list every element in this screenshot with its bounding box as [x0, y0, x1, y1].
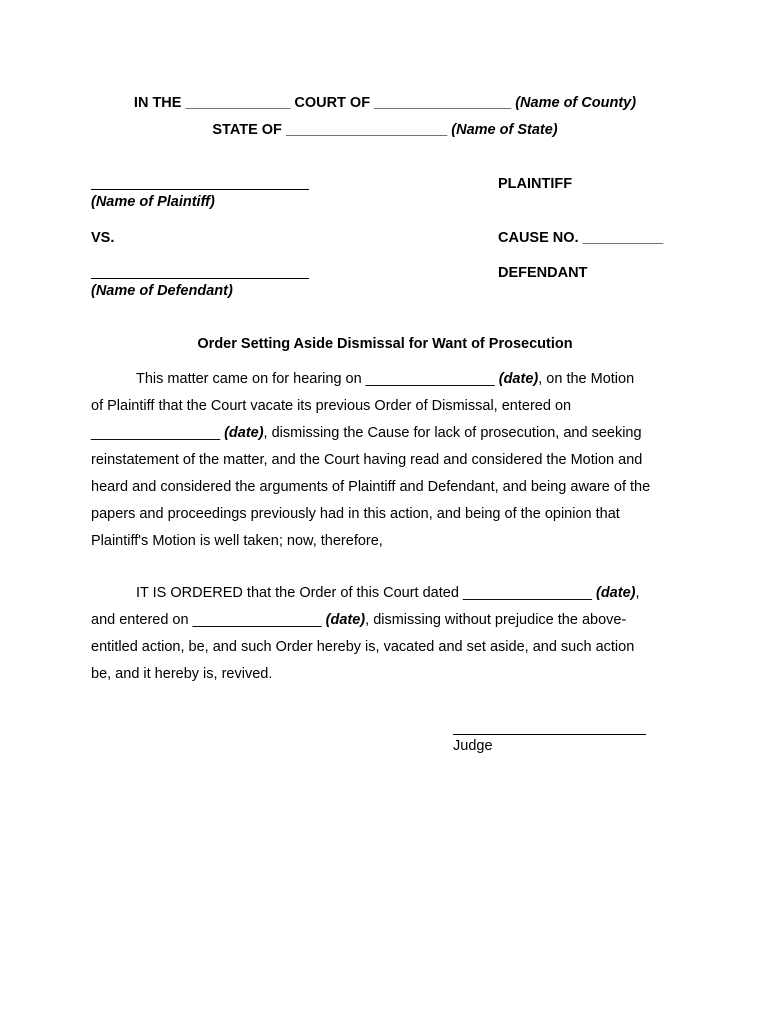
plaintiff-label: PLAINTIFF	[498, 176, 573, 192]
paragraph-1-line-7: Plaintiff's Motion is well taken; now, therefore,	[91, 533, 383, 549]
state-header-text: STATE OF ____________________	[212, 122, 448, 138]
plaintiff-name-line	[91, 189, 309, 190]
defendant-caption: (Name of Defendant)	[91, 283, 233, 299]
date-placeholder: (date)	[325, 612, 366, 628]
text-run: , dismissing without prejudice the above-	[365, 612, 627, 628]
date-placeholder: (date)	[498, 371, 539, 387]
paragraph-2	[91, 580, 640, 688]
court-header-line-2	[0, 121, 770, 139]
text-run: IT IS ORDERED that the Order of this Court dated ________________	[136, 585, 596, 601]
paragraph-1-line-5: heard and considered the arguments of Plaintiff and Defendant, and being aware of the	[91, 479, 651, 495]
court-header-text: IN THE _____________ COURT OF _________________	[133, 95, 512, 111]
defendant-label: DEFENDANT	[498, 265, 588, 281]
text-run: , dismissing the Cause for lack of prosecution, and seeking	[263, 425, 642, 441]
defendant-name-line	[91, 278, 309, 279]
court-header-line-1	[0, 94, 770, 112]
plaintiff-caption: (Name of Plaintiff)	[91, 194, 215, 210]
paragraph-2-line-1	[91, 580, 640, 607]
text-run: ________________	[91, 425, 225, 441]
text-run: ,	[635, 585, 640, 601]
cause-number: CAUSE NO. __________	[498, 230, 664, 246]
paragraph-1-line-2: of Plaintiff that the Court vacate its previous Order of Dismissal, entered on	[91, 398, 572, 414]
document-title: Order Setting Aside Dismissal for Want of Prosecution	[197, 336, 573, 352]
date-placeholder: (date)	[224, 425, 264, 441]
judge-signature-line	[453, 734, 646, 735]
paragraph-1-line-4: reinstatement of the matter, and the Court having read and considered the Motion and	[91, 452, 643, 468]
judge-label: Judge	[453, 738, 493, 754]
paragraph-1-line-3	[91, 420, 650, 447]
paragraph-1	[91, 366, 650, 555]
versus-label: VS.	[91, 230, 115, 246]
state-placeholder: (Name of State)	[451, 122, 558, 138]
paragraph-2-line-3: entitled action, be, and such Order hereby is, vacated and set aside, and such action	[91, 639, 635, 655]
paragraph-2-line-4: be, and it hereby is, revived.	[91, 666, 273, 682]
text-run: This matter came on for hearing on ________________	[136, 371, 499, 387]
text-run: and entered on ________________	[91, 612, 326, 628]
county-placeholder: (Name of County)	[515, 95, 637, 111]
paragraph-1-line-6: papers and proceedings previously had in this action, and being of the opinion that	[91, 506, 620, 522]
date-placeholder: (date)	[595, 585, 636, 601]
paragraph-2-line-2	[91, 607, 640, 634]
paragraph-1-line-1	[91, 366, 650, 393]
text-run: , on the Motion	[538, 371, 635, 387]
